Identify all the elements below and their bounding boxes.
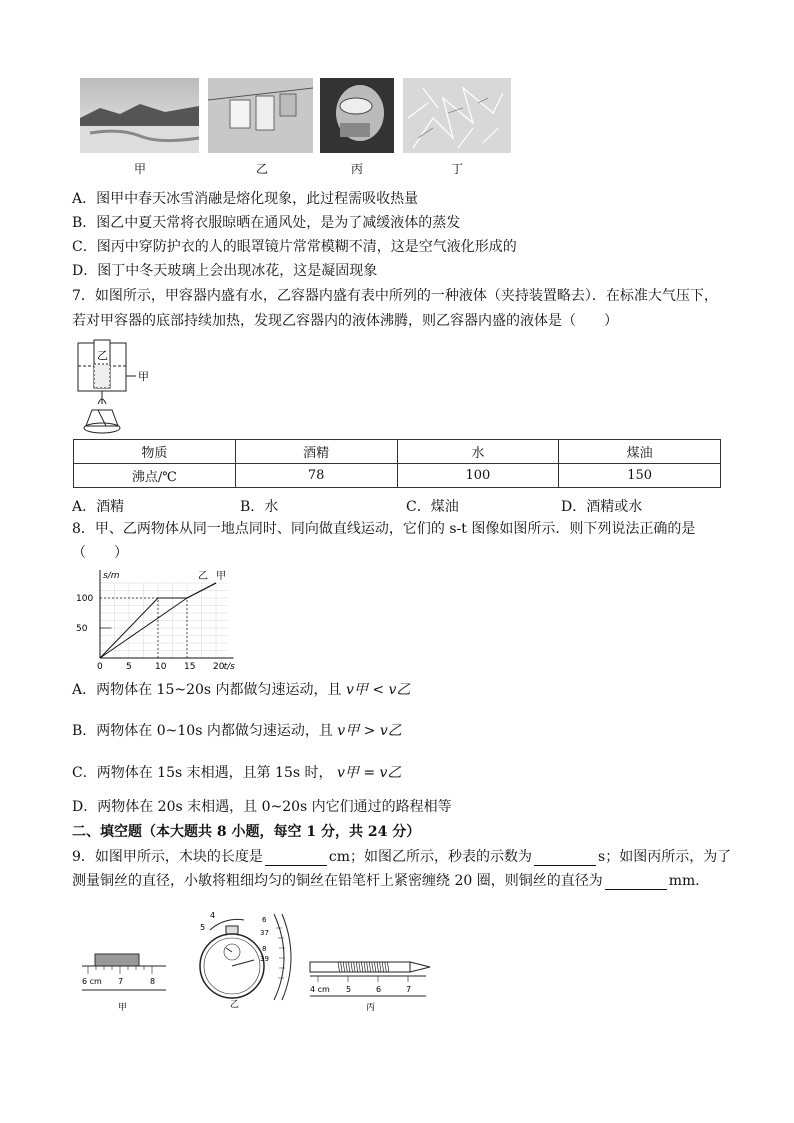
q9-caption-yi: 乙 (230, 1000, 240, 1010)
q7-option-c: C．煤油 (406, 499, 459, 515)
q7-option-a: A．酒精 (72, 499, 125, 515)
q7-inner-label: 乙 (97, 349, 108, 362)
q9-caption-bing: 丙 (366, 1003, 376, 1013)
y-axis-label: s/m (103, 571, 120, 581)
ruler1-tick-7: 7 (118, 977, 124, 986)
table-cell-alcohol: 78 (235, 464, 397, 488)
table-header-substance: 物质 (74, 440, 236, 464)
q7-boiling-table (73, 439, 721, 488)
photo-bing (320, 78, 394, 153)
q9-stopwatch-figure-yi (182, 908, 294, 1008)
q8-stem-line2: （ ） (72, 545, 128, 561)
q7-option-b: B．水 (240, 499, 279, 515)
q9-ruler-figure-jia (80, 952, 170, 1014)
stopwatch-label-39: 39 (260, 955, 269, 963)
q9-text-3: s；如图丙所示，为了 (598, 849, 732, 865)
ruler1-tick-6: 6 cm (82, 977, 102, 986)
photo-caption-ding: 丁 (450, 162, 463, 176)
q9-pencil-figure-bing (308, 958, 432, 1014)
table-header-kerosene: 煤油 (559, 440, 721, 464)
q6-option-b: B．图乙中夏天常将衣服晾晒在通风处，是为了减缓液体的蒸发 (72, 215, 461, 231)
q7-stem-line2: 若对甲容器的底部持续加热，发现乙容器内的液体沸腾，则乙容器内盛的液体是（ ） (72, 313, 618, 329)
x-tick-label: 15 (184, 662, 196, 672)
x-tick-label: 20 (213, 662, 225, 672)
q9-caption-jia: 甲 (118, 1003, 128, 1013)
table-row-label: 沸点/℃ (74, 464, 236, 488)
q8-option-a-text: A．两物体在 15~20s 内都做匀速运动，且 (72, 682, 342, 698)
q8-option-d: D．两物体在 20s 末相遇，且 0~20s 内它们通过的路程相等 (72, 799, 452, 815)
q6-option-a: A．图甲中春天冰雪消融是熔化现象，此过程需吸收热量 (72, 191, 419, 207)
q9-text-4: 测量铜丝的直径，小敏将粗细均匀的铜丝在铅笔杆上紧密缠绕 20 圈，则铜丝的直径为 (72, 873, 603, 889)
q6-option-d: D．图丁中冬天玻璃上会出现冰花，这是凝固现象 (72, 263, 378, 279)
stopwatch-label-37: 37 (260, 929, 269, 937)
series-label-yi: 乙 (198, 571, 208, 582)
q8-option-b (72, 722, 402, 740)
q9-blank-3[interactable] (605, 875, 667, 890)
q9-line2 (72, 872, 709, 890)
photo-caption-bing: 丙 (350, 162, 363, 176)
table-cell-water: 100 (397, 464, 559, 488)
ruler1-tick-8: 8 (150, 977, 156, 986)
ruler2-tick-5: 5 (346, 985, 352, 994)
ruler2-tick-4: 4 cm (310, 985, 330, 994)
stopwatch-label-5: 5 (200, 923, 206, 932)
q8-stem-line1: 8．甲、乙两物体从同一地点同时、同向做直线运动，它们的 s-t 图像如图所示．则下列说法正确的是 (72, 521, 696, 537)
stopwatch-label-4: 4 (210, 911, 216, 920)
ruler2-tick-7: 7 (406, 985, 412, 994)
y-tick-label: 50 (76, 624, 88, 634)
q9-blank-1[interactable] (265, 851, 327, 866)
q9-line1 (72, 848, 731, 866)
series-label-jia: 甲 (216, 571, 226, 582)
y-tick-label: 100 (76, 594, 94, 604)
photo-yi (208, 78, 313, 153)
stopwatch-label-8: 8 (262, 945, 267, 953)
q8-option-c (72, 764, 401, 782)
q7-stem-line1: 7．如图所示，甲容器内盛有水，乙容器内盛有表中所列的一种液体（夹持装置略去）．在标准大气压下， (72, 288, 718, 304)
table-header-alcohol: 酒精 (235, 440, 397, 464)
x-tick-label: 5 (126, 662, 132, 672)
photo-ding (403, 78, 511, 153)
q9-text-2: cm；如图乙所示，秒表的示数为 (328, 849, 533, 865)
q8-option-a-relation: v甲 < v乙 (346, 682, 411, 698)
photo-caption-yi: 乙 (255, 162, 268, 176)
q7-outer-label: 甲 (138, 370, 149, 383)
q6-option-c: C．图丙中穿防护衣的人的眼罩镜片常常模糊不清，这是空气液化形成的 (72, 239, 517, 255)
q8-s-t-chart (72, 566, 235, 672)
q9-text-5: mm． (668, 873, 710, 889)
table-cell-kerosene: 150 (559, 464, 721, 488)
q8-option-b-text: B．两物体在 0~10s 内都做匀速运动，且 (72, 723, 333, 739)
q7-beaker-figure (72, 338, 162, 438)
q9-text-1: 9．如图甲所示，木块的长度是 (72, 849, 263, 865)
photo-caption-jia: 甲 (133, 162, 146, 176)
q8-option-c-relation: v甲 = v乙 (336, 765, 402, 781)
x-tick-label: 0 (97, 662, 103, 672)
q8-option-b-relation: v甲 > v乙 (337, 723, 402, 739)
x-axis-label: t/s (223, 662, 235, 672)
stopwatch-label-6: 6 (262, 916, 267, 924)
ruler2-tick-6: 6 (376, 985, 382, 994)
photo-jia (80, 78, 199, 153)
q7-option-d: D．酒精或水 (561, 499, 643, 515)
x-tick-label: 10 (155, 662, 167, 672)
q8-option-c-text: C．两物体在 15s 末相遇，且第 15s 时， (72, 765, 333, 781)
section-title-fill-in: 二、填空题（本大题共 8 小题，每空 1 分，共 24 分） (72, 824, 421, 840)
table-header-water: 水 (397, 440, 559, 464)
q8-option-a (72, 681, 410, 699)
q9-blank-2[interactable] (534, 851, 596, 866)
